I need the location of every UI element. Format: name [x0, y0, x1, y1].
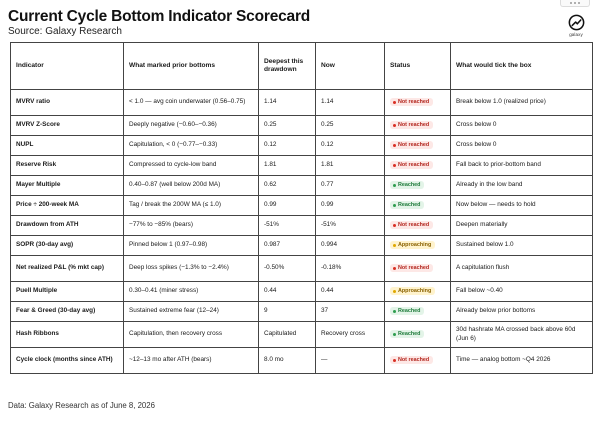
column-header-status: Status: [385, 43, 451, 90]
table-row: [11, 322, 593, 348]
indicator-cell: Fear & Greed (30-day avg): [11, 302, 124, 322]
status-dot-icon: [393, 333, 396, 336]
prior-bottoms-cell: < 1.0 — avg coin underwater (0.56–0.75): [124, 90, 259, 116]
indicator-cell: Mayer Multiple: [11, 176, 124, 196]
indicator-cell: Net realized P&L (% mkt cap): [11, 256, 124, 282]
table-header-row: [11, 43, 593, 90]
deepest-cell: 0.62: [259, 176, 316, 196]
status-cell: [385, 156, 451, 176]
logo-wordmark: galaxy: [569, 32, 583, 37]
now-cell: 0.994: [316, 236, 385, 256]
window-handle[interactable]: [560, 0, 590, 7]
table-row: [11, 156, 593, 176]
prior-bottoms-cell: −77% to −85% (bears): [124, 216, 259, 236]
tick-box-cell: Deepen materially: [451, 216, 593, 236]
status-label: Approaching: [398, 242, 432, 249]
tick-box-cell: Break below 1.0 (realized price): [451, 90, 593, 116]
prior-bottoms-cell: Compressed to cycle-low band: [124, 156, 259, 176]
galaxy-logo-icon: [568, 14, 585, 31]
deepest-cell: Capitulated: [259, 322, 316, 348]
status-label: Reached: [398, 202, 421, 209]
table-row: [11, 136, 593, 156]
status-dot-icon: [393, 267, 396, 270]
status-dot-icon: [393, 310, 396, 313]
status-dot-icon: [393, 124, 396, 127]
tick-box-cell: A capitulation flush: [451, 256, 593, 282]
status-cell: [385, 216, 451, 236]
prior-bottoms-cell: 0.30–0.41 (miner stress): [124, 282, 259, 302]
status-cell: [385, 282, 451, 302]
prior-bottoms-cell: Tag / break the 200W MA (≤ 1.0): [124, 196, 259, 216]
status-cell: [385, 322, 451, 348]
status-label: Not reached: [398, 265, 430, 272]
status-badge: [390, 330, 424, 338]
now-cell: 0.44: [316, 282, 385, 302]
status-label: Reached: [398, 182, 421, 189]
now-cell: 1.14: [316, 90, 385, 116]
column-header-now: Now: [316, 43, 385, 90]
tick-box-cell: Cross below 0: [451, 136, 593, 156]
status-cell: [385, 90, 451, 116]
prior-bottoms-cell: Capitulation, < 0 (−0.77–−0.33): [124, 136, 259, 156]
tick-box-cell: Time — analog bottom ~Q4 2026: [451, 348, 593, 374]
table-row: [11, 348, 593, 374]
prior-bottoms-cell: Capitulation, then recovery cross: [124, 322, 259, 348]
status-badge: [390, 98, 433, 106]
status-badge: [390, 264, 433, 272]
status-cell: [385, 136, 451, 156]
status-badge: [390, 141, 433, 149]
deepest-cell: 0.25: [259, 116, 316, 136]
status-badge: [390, 201, 424, 209]
table-row: [11, 176, 593, 196]
status-dot-icon: [393, 184, 396, 187]
deepest-cell: 0.987: [259, 236, 316, 256]
status-label: Not reached: [398, 162, 430, 169]
status-label: Not reached: [398, 142, 430, 149]
status-dot-icon: [393, 290, 396, 293]
source-line: Source: Galaxy Research: [8, 26, 122, 37]
indicator-cell: MVRV Z-Score: [11, 116, 124, 136]
status-label: Reached: [398, 308, 421, 315]
scorecard-table: [10, 42, 593, 374]
indicator-cell: MVRV ratio: [11, 90, 124, 116]
status-cell: [385, 348, 451, 374]
prior-bottoms-cell: Deep loss spikes (−1.3% to −2.4%): [124, 256, 259, 282]
indicator-cell: Hash Ribbons: [11, 322, 124, 348]
now-cell: -51%: [316, 216, 385, 236]
deepest-cell: 8.0 mo: [259, 348, 316, 374]
table-row: [11, 216, 593, 236]
status-badge: [390, 181, 424, 189]
deepest-cell: 0.12: [259, 136, 316, 156]
now-cell: 37: [316, 302, 385, 322]
status-dot-icon: [393, 204, 396, 207]
now-cell: 0.77: [316, 176, 385, 196]
tick-box-cell: Now below — needs to hold: [451, 196, 593, 216]
tick-box-cell: Fall back to prior-bottom band: [451, 156, 593, 176]
status-label: Reached: [398, 331, 421, 338]
now-cell: 0.99: [316, 196, 385, 216]
now-cell: —: [316, 348, 385, 374]
table-body: [11, 90, 593, 374]
tick-box-cell: Cross below 0: [451, 116, 593, 136]
prior-bottoms-cell: 0.40–0.87 (well below 200d MA): [124, 176, 259, 196]
prior-bottoms-cell: Pinned below 1 (0.97–0.98): [124, 236, 259, 256]
tick-box-cell: Already in the low band: [451, 176, 593, 196]
status-cell: [385, 256, 451, 282]
indicator-cell: Puell Multiple: [11, 282, 124, 302]
column-header-indicator: Indicator: [11, 43, 124, 90]
galaxy-logo: [565, 14, 587, 37]
status-dot-icon: [393, 244, 396, 247]
status-label: Not reached: [398, 357, 430, 364]
status-badge: [390, 307, 424, 315]
table-row: [11, 302, 593, 322]
deepest-cell: 0.99: [259, 196, 316, 216]
status-dot-icon: [393, 224, 396, 227]
now-cell: Recovery cross: [316, 322, 385, 348]
deepest-cell: 9: [259, 302, 316, 322]
prior-bottoms-cell: Sustained extreme fear (12–24): [124, 302, 259, 322]
tick-box-cell: 30d hashrate MA crossed back above 60d (Jun 6): [451, 322, 593, 348]
prior-bottoms-cell: ~12–13 mo after ATH (bears): [124, 348, 259, 374]
status-label: Not reached: [398, 99, 430, 106]
status-label: Not reached: [398, 122, 430, 129]
status-label: Approaching: [398, 288, 432, 295]
status-cell: [385, 236, 451, 256]
deepest-cell: -0.50%: [259, 256, 316, 282]
column-header-prior-bottoms: What marked prior bottoms: [124, 43, 259, 90]
status-dot-icon: [393, 359, 396, 362]
status-badge: [390, 121, 433, 129]
status-dot-icon: [393, 101, 396, 104]
now-cell: -0.18%: [316, 256, 385, 282]
status-cell: [385, 116, 451, 136]
status-cell: [385, 196, 451, 216]
column-header-tick-box: What would tick the box: [451, 43, 593, 90]
indicator-cell: Price ÷ 200-week MA: [11, 196, 124, 216]
table-row: [11, 116, 593, 136]
table-row: [11, 236, 593, 256]
deepest-cell: 1.14: [259, 90, 316, 116]
table-row: [11, 196, 593, 216]
table-row: [11, 282, 593, 302]
indicator-cell: SOPR (30-day avg): [11, 236, 124, 256]
status-badge: [390, 356, 433, 364]
status-dot-icon: [393, 164, 396, 167]
status-cell: [385, 302, 451, 322]
table-row: [11, 90, 593, 116]
deepest-cell: 1.81: [259, 156, 316, 176]
now-cell: 0.25: [316, 116, 385, 136]
status-label: Not reached: [398, 222, 430, 229]
deepest-cell: 0.44: [259, 282, 316, 302]
tick-box-cell: Fall below ~0.40: [451, 282, 593, 302]
status-cell: [385, 176, 451, 196]
column-header-deepest: Deepest this drawdown: [259, 43, 316, 90]
prior-bottoms-cell: Deeply negative (−0.60–−0.36): [124, 116, 259, 136]
status-badge: [390, 287, 435, 295]
status-badge: [390, 221, 433, 229]
tick-box-cell: Already below prior bottoms: [451, 302, 593, 322]
footer-note: Data: Galaxy Research as of June 8, 2026: [8, 401, 155, 410]
table-row: [11, 256, 593, 282]
status-dot-icon: [393, 144, 396, 147]
deepest-cell: -51%: [259, 216, 316, 236]
now-cell: 1.81: [316, 156, 385, 176]
indicator-cell: Reserve Risk: [11, 156, 124, 176]
now-cell: 0.12: [316, 136, 385, 156]
indicator-cell: Cycle clock (months since ATH): [11, 348, 124, 374]
indicator-cell: NUPL: [11, 136, 124, 156]
status-badge: [390, 161, 433, 169]
indicator-cell: Drawdown from ATH: [11, 216, 124, 236]
page-title: Current Cycle Bottom Indicator Scorecard: [8, 8, 311, 25]
status-badge: [390, 241, 435, 249]
tick-box-cell: Sustained below 1.0: [451, 236, 593, 256]
